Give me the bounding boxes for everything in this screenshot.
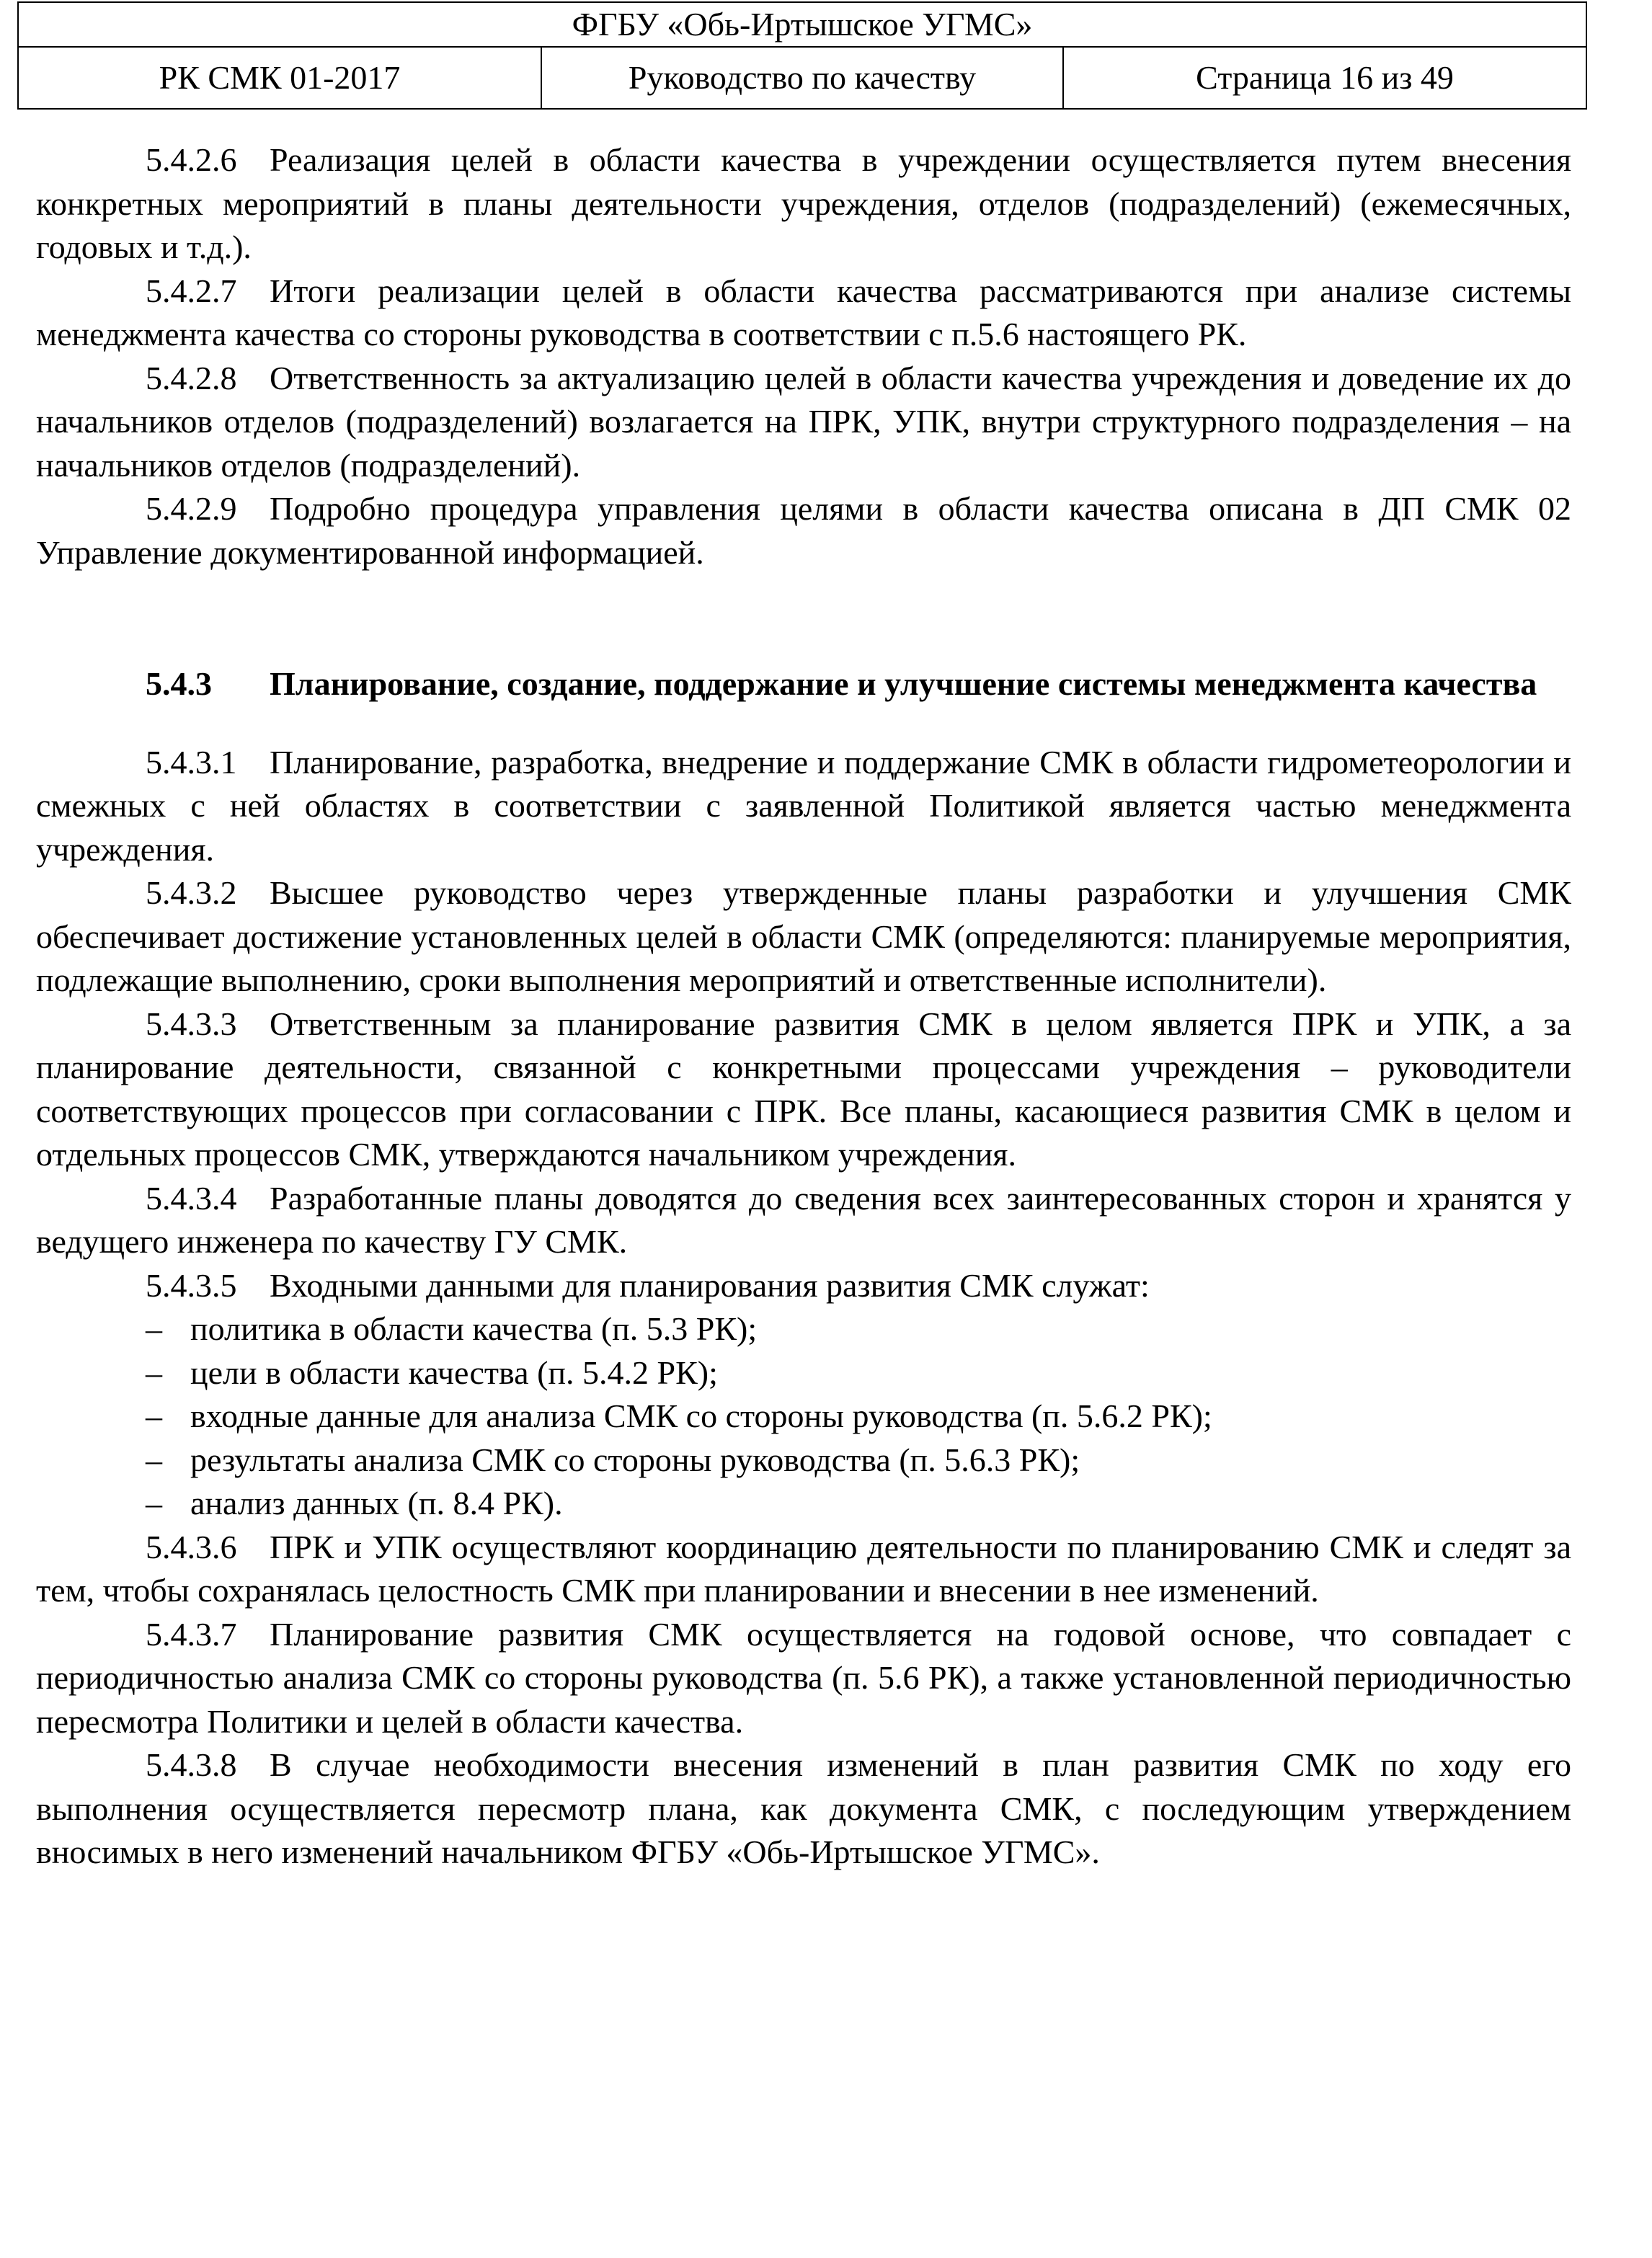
list-item-text: цели в области качества (п. 5.4.2 РК); <box>190 1354 718 1391</box>
paragraph-5-4-2-7 <box>36 270 1571 357</box>
paragraph-number: 5.4.2.7 <box>146 272 237 309</box>
paragraph-5-4-3-6 <box>36 1526 1571 1613</box>
paragraph-text: Планирование, разработка, внедрение и поддержание СМК в области гидрометеорологии и смежных с ней областях в соответствии с заявленной Политикой является частью менеджмента учреждения. <box>36 743 1571 868</box>
paragraph-5-4-3-3 <box>36 1003 1571 1177</box>
list-item <box>36 1395 1571 1439</box>
paragraph-5-4-2-8 <box>36 357 1571 488</box>
paragraph-number: 5.4.3.5 <box>146 1266 237 1304</box>
paragraph-text: Входными данными для планирования развития СМК служат: <box>270 1266 1150 1304</box>
header-document-code: РК СМК 01-2017 <box>18 47 541 109</box>
paragraph-number: 5.4.3.8 <box>146 1746 237 1783</box>
header-document-title: Руководство по качеству <box>541 47 1063 109</box>
paragraph-number: 5.4.3.4 <box>146 1179 237 1217</box>
paragraph-5-4-3-1 <box>36 741 1571 872</box>
list-item <box>36 1439 1571 1483</box>
spacer <box>36 706 1571 741</box>
paragraph-5-4-2-6 <box>36 138 1571 270</box>
paragraph-number: 5.4.3.3 <box>146 1005 237 1042</box>
paragraph-text: Реализация целей в области качества в учреждении осуществляется путем внесения конкретных мероприятий в планы деятельности учреждения, отделов (подразделений) (ежемесячных, годовых и т.д.). <box>36 141 1571 265</box>
paragraph-text: Итоги реализации целей в области качества рассматриваются при анализе системы менеджмента качества со стороны руководства в соответствии с п.5.6 настоящего РК. <box>36 272 1571 352</box>
paragraph-number: 5.4.3.2 <box>146 874 237 911</box>
list-dash: – <box>146 1397 162 1434</box>
paragraph-number: 5.4.2.6 <box>146 141 237 178</box>
section-number: 5.4.3 <box>146 665 212 702</box>
paragraph-text: Ответственным за планирование развития СМК в целом является ПРК и УПК, а за планирование деятельности, связанной с конкретными процессами учреждения – руководители соответствующих процессов при согласовании с ПРК. Все планы, касающиеся развития СМК в целом и отдельных процессов СМК, утверждаются начальником учреждения. <box>36 1005 1571 1173</box>
list-item <box>36 1351 1571 1395</box>
page-header-table <box>17 1 1587 110</box>
list-dash: – <box>146 1354 162 1391</box>
paragraph-text: Ответственность за актуализацию целей в области качества учреждения и доведение их до начальников отделов (подразделений) возлагается на ПРК, УПК, внутри структурного подразделения – на начальников отделов (подразделений). <box>36 359 1571 484</box>
list-dash: – <box>146 1310 162 1347</box>
list-item-text: результаты анализа СМК со стороны руководства (п. 5.6.3 РК); <box>190 1441 1080 1478</box>
document-body <box>36 138 1571 1875</box>
section-heading <box>36 662 1571 706</box>
spacer <box>36 574 1571 662</box>
header-organization: ФГБУ «Обь-Иртышское УГМС» <box>18 2 1586 47</box>
paragraph-text: Планирование развития СМК осуществляется на годовой основе, что совпадает с периодичностью анализа СМК со стороны руководства (п. 5.6 РК), а также установленной периодичностью пересмотра Политики и целей в области качества. <box>36 1615 1571 1740</box>
list-item-text: политика в области качества (п. 5.3 РК); <box>190 1310 758 1347</box>
list-dash: – <box>146 1441 162 1478</box>
paragraph-number: 5.4.3.1 <box>146 743 237 781</box>
list-item-text: анализ данных (п. 8.4 РК). <box>190 1485 563 1521</box>
list-item <box>36 1307 1571 1351</box>
paragraph-5-4-2-9 <box>36 487 1571 574</box>
paragraph-text: Разработанные планы доводятся до сведения всех заинтересованных сторон и хранятся у ведущего инженера по качеству ГУ СМК. <box>36 1179 1571 1260</box>
paragraph-5-4-3-2 <box>36 871 1571 1003</box>
paragraph-text: ПРК и УПК осуществляют координацию деятельности по планированию СМК и следят за тем, чтобы сохранялась целостность СМК при планировании и внесении в нее изменений. <box>36 1528 1571 1609</box>
paragraph-number: 5.4.3.7 <box>146 1615 237 1653</box>
paragraph-number: 5.4.2.8 <box>146 359 237 396</box>
list-item <box>36 1482 1571 1526</box>
paragraph-5-4-3-5 <box>36 1264 1571 1308</box>
paragraph-number: 5.4.2.9 <box>146 490 237 527</box>
header-page-number: Страница 16 из 49 <box>1063 47 1586 109</box>
paragraph-text: Высшее руководство через утвержденные планы разработки и улучшения СМК обеспечивает достижение установленных целей в области СМК (определяются: планируемые мероприятия, подлежащие выполнению, сроки выполнения мероприятий и ответственные исполнители). <box>36 874 1571 998</box>
list-dash: – <box>146 1485 162 1521</box>
paragraph-5-4-3-7 <box>36 1613 1571 1744</box>
section-title: Планирование, создание, поддержание и улучшение системы менеджмента качества <box>270 665 1537 702</box>
list-item-text: входные данные для анализа СМК со стороны руководства (п. 5.6.2 РК); <box>190 1397 1212 1434</box>
paragraph-text: Подробно процедура управления целями в области качества описана в ДП СМК 02 Управление документированной информацией. <box>36 490 1571 571</box>
paragraph-5-4-3-8 <box>36 1743 1571 1875</box>
paragraph-5-4-3-4 <box>36 1177 1571 1264</box>
paragraph-number: 5.4.3.6 <box>146 1528 237 1565</box>
paragraph-text: В случае необходимости внесения изменений в план развития СМК по ходу его выполнения осуществляется пересмотр плана, как документа СМК, с последующим утверждением вносимых в него изменений начальником ФГБУ «Обь-Иртышское УГМС». <box>36 1746 1571 1870</box>
